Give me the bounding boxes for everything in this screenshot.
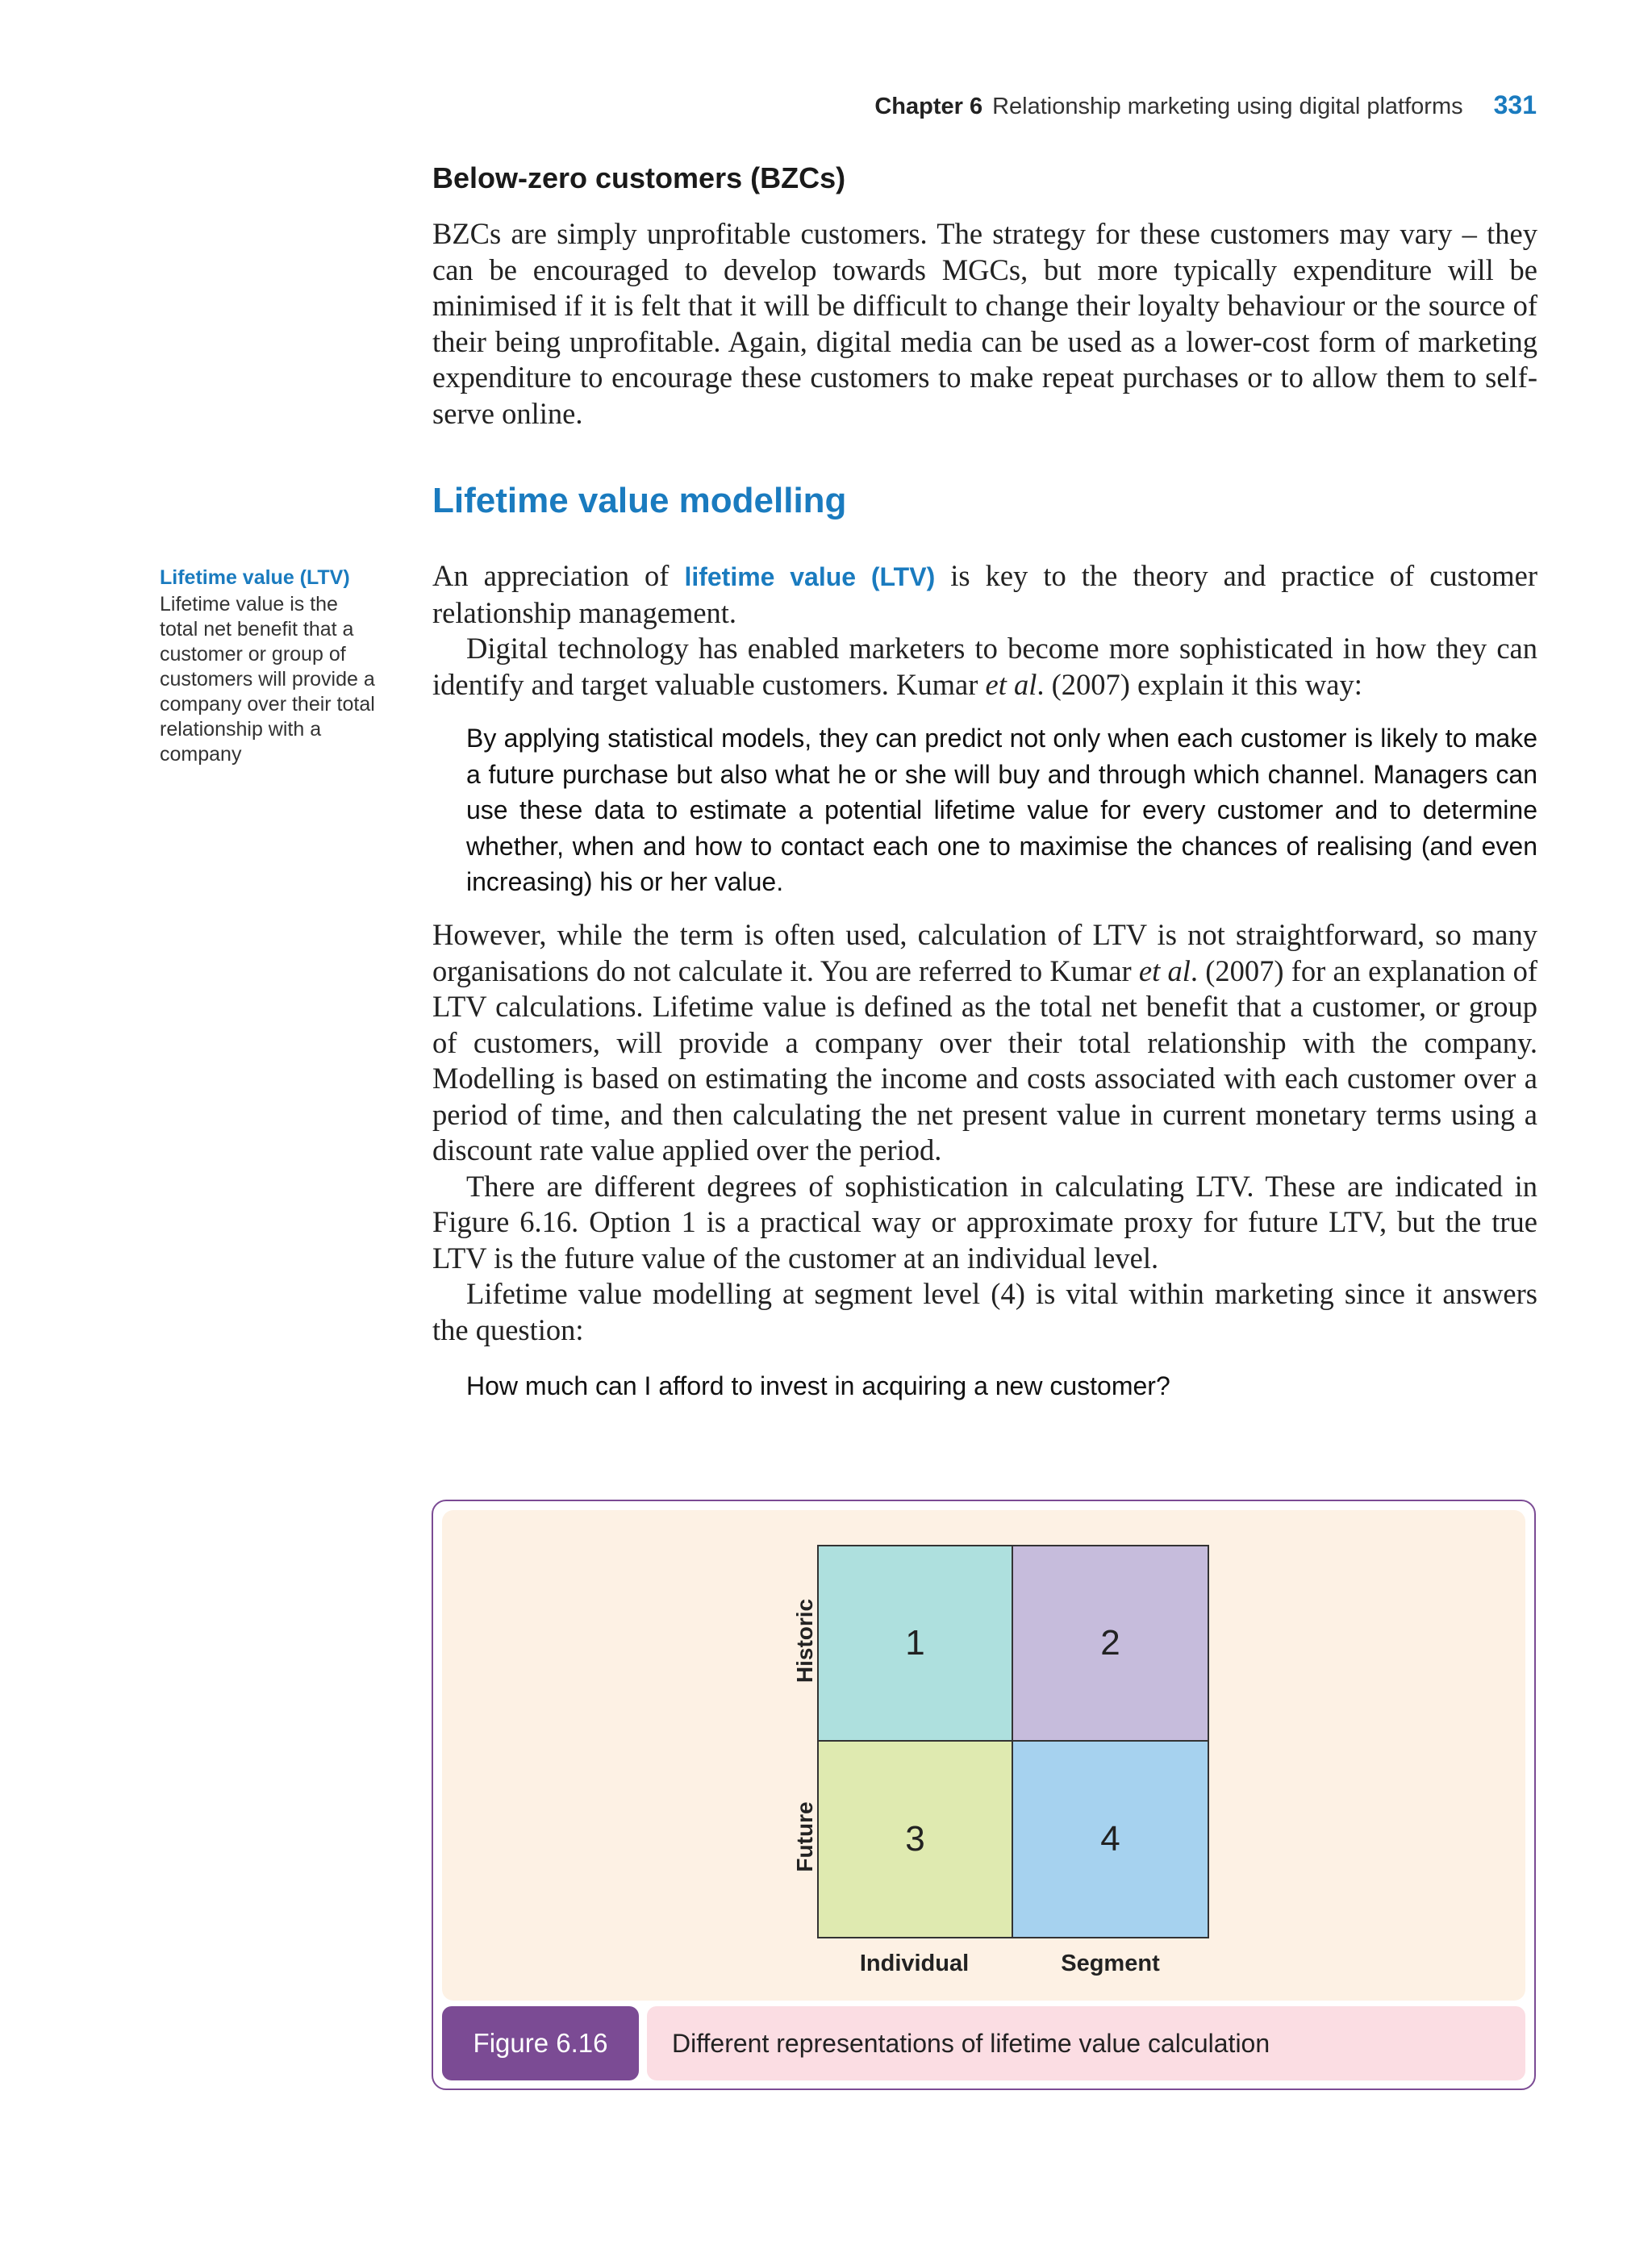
figure-panel bbox=[442, 1510, 1525, 2001]
bzc-heading: Below-zero customers (BZCs) bbox=[432, 161, 846, 194]
matrix-cell-1: 1 bbox=[819, 1546, 1013, 1742]
ltv-body bbox=[432, 917, 1537, 1348]
text-italic: et al bbox=[985, 667, 1037, 701]
margin-note bbox=[160, 565, 378, 767]
margin-note-term: Lifetime value (LTV) bbox=[160, 566, 350, 589]
text-run: . (2007) explain it this way: bbox=[1037, 667, 1362, 701]
quotation-kumar: By applying statistical models, they can predict not only when each customer is likely to make a future purchase but also what he or she will buy and through which channel. Managers can use these data to estimate a potential lifetime value for every customer and to determine whether, when and how to contact each one to maximise the chances of realising (and even increasing) his or her value. bbox=[466, 724, 1537, 896]
bzc-text: BZCs are simply unprofitable customers. The strategy for these customers may vary – they can be encouraged to develop towards MGCs, but more typically expenditure will be minimised if it is felt that it will be difficult to change their loyalty behaviour or the source of their being unprofitable. Again, digital media can be used as a lower-cost form of marketing expenditure to encourage these customers to make repeat purchases or to allow them to self-serve online. bbox=[432, 217, 1537, 430]
running-header bbox=[874, 90, 1537, 132]
text-run: However, while the term is often used, calculation of LTV is not straightforward, so many organisations do not calculate it. You are referred to Kumar bbox=[432, 918, 1537, 987]
text-run: An appreciation of bbox=[432, 559, 685, 592]
ltv-paragraph-5: Lifetime value modelling at segment level (4) is vital within marketing since it answers the question: bbox=[432, 1277, 1537, 1346]
column-label-segment: Segment bbox=[1061, 1951, 1160, 1976]
ltv-heading: Lifetime value modelling bbox=[432, 481, 847, 520]
figure-6-16 bbox=[432, 1500, 1536, 2090]
margin-note-definition: Lifetime value is the total net benefit that a customer or group of customers will provide a company over their total relationship with a company bbox=[160, 593, 375, 766]
text-run: . (2007) for an explanation of LTV calculations. Lifetime value is defined as the total net benefit that a customer, or group of customers, will provide a company over their total relationship with the company. Modelling is based on estimating the income and costs associated with each customer over a period of time, and then calculating the net present value in current monetary terms using a discount rate value applied over the period. bbox=[432, 953, 1538, 1166]
figure-number-tag: Figure 6.16 bbox=[442, 2006, 639, 2080]
question-quote: How much can I afford to invest in acquiring a new customer? bbox=[466, 1371, 1170, 1400]
bzc-paragraph bbox=[432, 216, 1537, 432]
ltv-paragraph-2 bbox=[432, 631, 1537, 703]
page-number: 331 bbox=[1493, 90, 1537, 119]
text-run: is key to the theory and practice of customer relationship management. bbox=[432, 559, 1537, 629]
figure-caption: Different representations of lifetime value calculation bbox=[647, 2006, 1525, 2080]
keyword-ltv: lifetime value (LTV) bbox=[684, 562, 936, 591]
matrix-cell-4: 4 bbox=[1013, 1742, 1208, 1937]
row-label-historic: Historic bbox=[792, 1598, 817, 1684]
text-italic: et al bbox=[1138, 953, 1191, 987]
chapter-title: Relationship marketing using digital platforms bbox=[992, 94, 1463, 119]
ltv-paragraph-1 bbox=[432, 558, 1537, 631]
matrix-cell-3: 3 bbox=[819, 1742, 1013, 1937]
text-run: Digital technology has enabled marketers to become more sophisticated in how they can identify and target valuable customers. Kumar bbox=[432, 632, 1537, 701]
chapter-label: Chapter 6 bbox=[874, 94, 983, 119]
ltv-matrix bbox=[817, 1545, 1209, 1938]
ltv-paragraph-4: There are different degrees of sophistication in calculating LTV. These are indicated in Figure 6.16. Option 1 is a practical way or approximate proxy for future LTV, but the true LTV is the future value of the customer at an individual level. bbox=[432, 1169, 1537, 1275]
row-label-future: Future bbox=[792, 1801, 817, 1872]
ltv-intro bbox=[432, 558, 1537, 703]
matrix-cell-2: 2 bbox=[1013, 1546, 1208, 1742]
column-label-individual: Individual bbox=[859, 1951, 970, 1976]
ltv-paragraph-3 bbox=[432, 917, 1537, 1169]
